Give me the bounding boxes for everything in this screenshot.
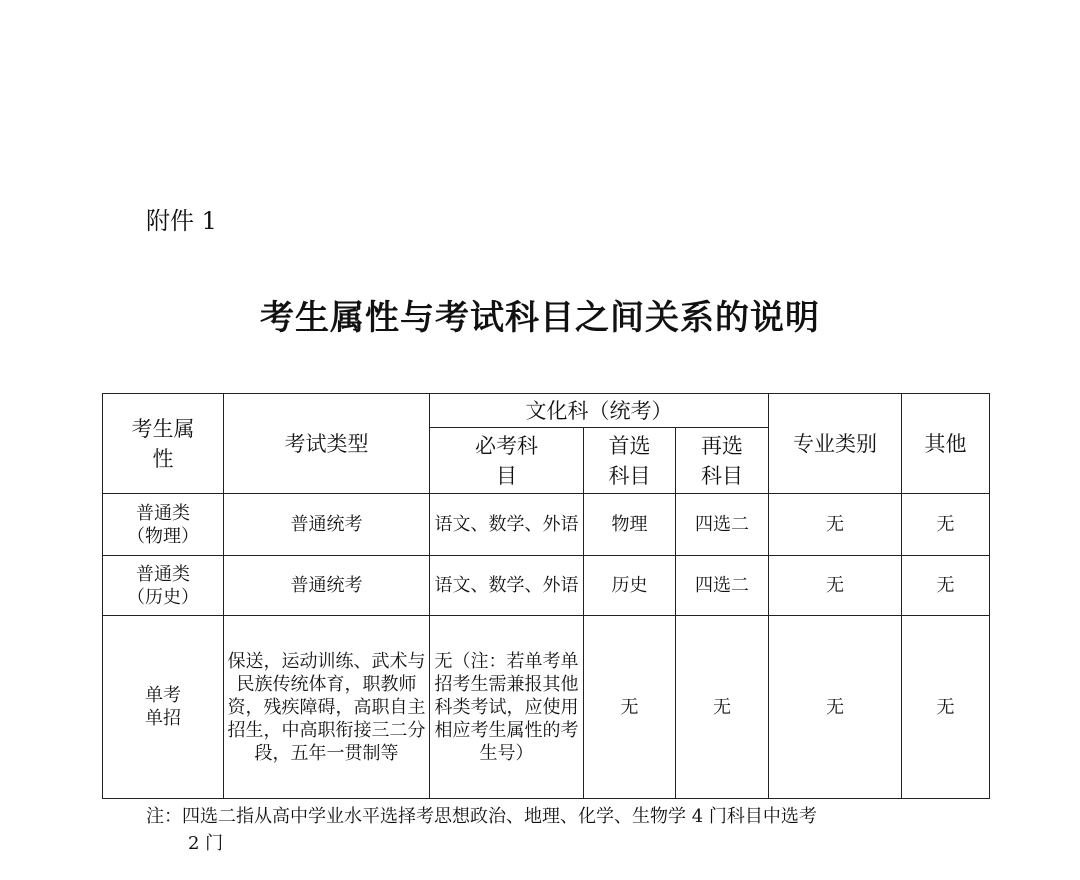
row-other: 无 <box>902 494 990 556</box>
row-attribute: 单考单招 <box>103 616 224 799</box>
row-exam-type: 普通统考 <box>224 494 430 556</box>
header-first-choice: 首选科目 <box>584 428 676 494</box>
document-title: 考生属性与考试科目之间关系的说明 <box>260 298 820 338</box>
table-row <box>103 494 990 556</box>
header-major-category: 专业类别 <box>769 394 902 494</box>
header-required: 必考科目 <box>430 428 584 494</box>
table-footnote <box>146 803 966 857</box>
row-exam-type: 普通统考 <box>224 556 430 616</box>
row-attribute: 普通类（历史） <box>103 556 224 616</box>
header-exam-type: 考试类型 <box>224 394 430 494</box>
table-row <box>103 616 990 799</box>
row-major-category: 无 <box>769 616 902 799</box>
row-reelect: 四选二 <box>676 494 769 556</box>
attachment-label: 附件 1 <box>146 207 217 235</box>
row-first-choice: 物理 <box>584 494 676 556</box>
row-required: 语文、数学、外语 <box>430 494 584 556</box>
row-major-category: 无 <box>769 494 902 556</box>
header-culture: 文化科（统考） <box>430 394 769 428</box>
header-other: 其他 <box>902 394 990 494</box>
row-reelect: 无 <box>676 616 769 799</box>
table-row <box>103 556 990 616</box>
row-major-category: 无 <box>769 556 902 616</box>
row-other: 无 <box>902 616 990 799</box>
row-exam-type: 保送，运动训练、武术与民族传统体育，职教师资，残疾障碍，高职自主招生，中高职衔接三二分段，五年一贯制等 <box>224 616 430 799</box>
footnote-line-1: 注：四选二指从高中学业水平选择考思想政治、地理、化学、生物学 4 门科目中选考 <box>146 806 817 827</box>
row-required: 无（注：若单考单招考生需兼报其他科类考试，应使用相应考生属性的考生号） <box>430 616 584 799</box>
row-first-choice: 无 <box>584 616 676 799</box>
footnote-line-2: 2 门 <box>188 833 224 854</box>
relationship-table <box>102 393 990 799</box>
header-reelect: 再选科目 <box>676 428 769 494</box>
row-attribute: 普通类（物理） <box>103 494 224 556</box>
row-first-choice: 历史 <box>584 556 676 616</box>
header-attribute: 考生属性 <box>103 394 224 494</box>
row-required: 语文、数学、外语 <box>430 556 584 616</box>
row-other: 无 <box>902 556 990 616</box>
row-reelect: 四选二 <box>676 556 769 616</box>
